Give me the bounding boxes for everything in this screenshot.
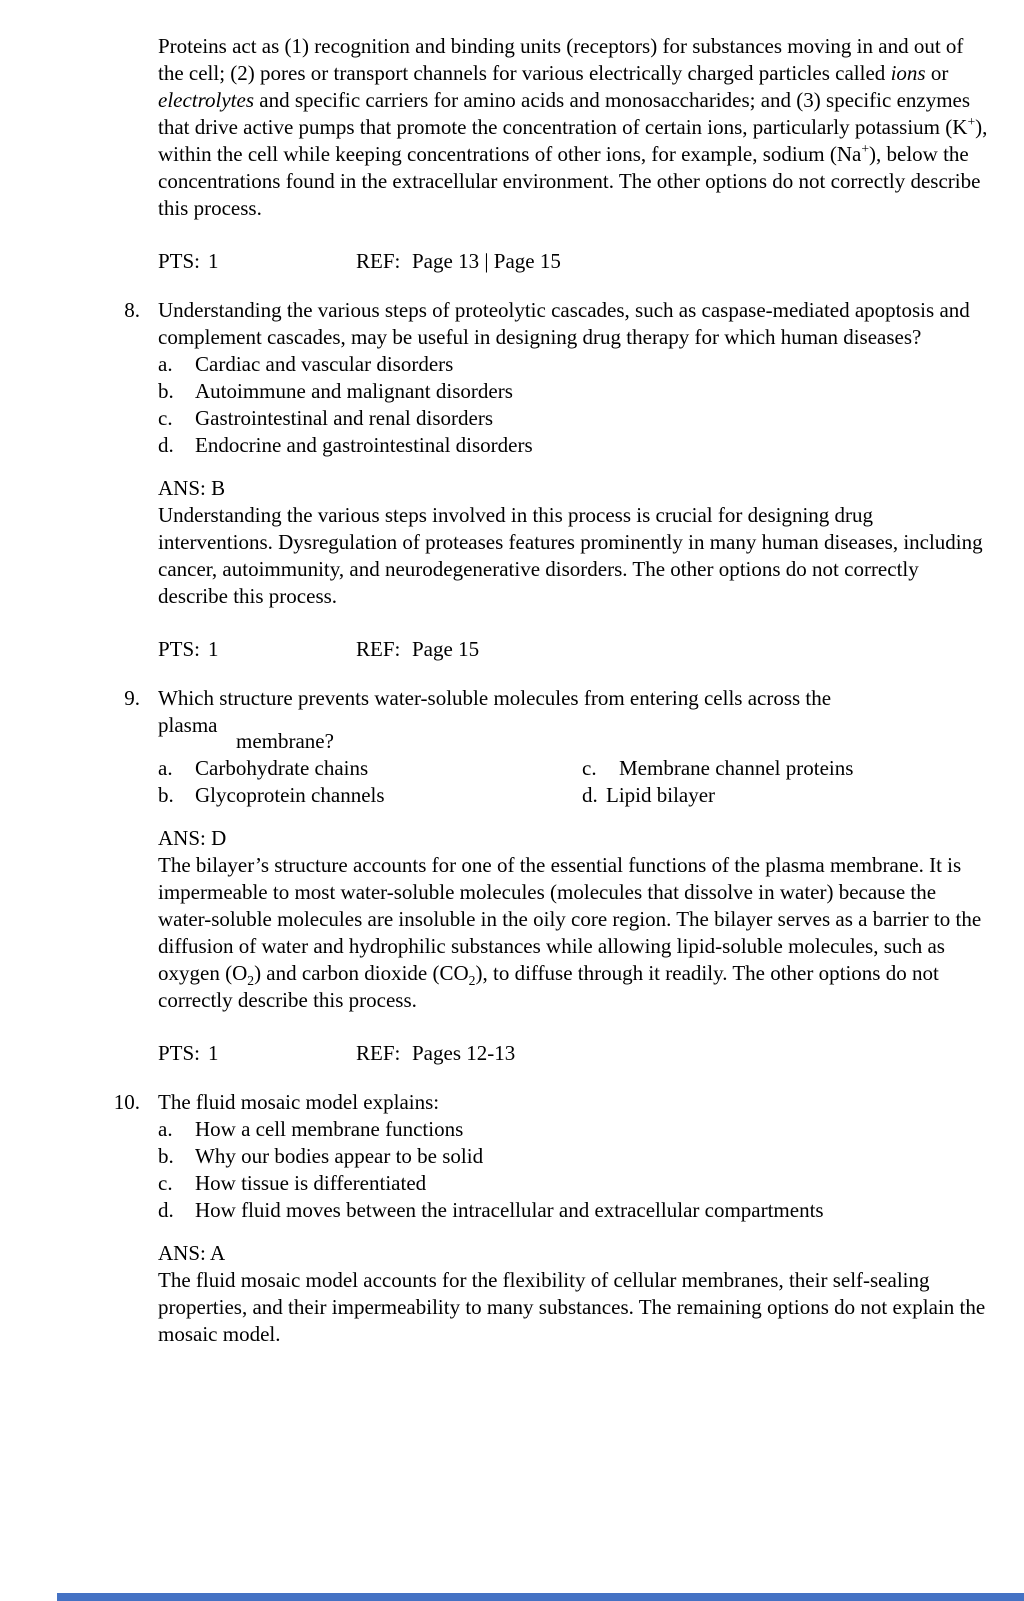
option-row [158,1170,991,1197]
option-text: How tissue is differentiated [195,1171,427,1195]
answer-line [158,475,991,502]
option-row [158,1197,991,1224]
q7-rationale-paragraph: Proteins act as (1) recognition and binding units (receptors) for substances moving in and out of the cell; (2) pores or transport channels for various electrically charged particles called ions or electrolytes and specific carriers for amino acids and monosaccharides; and (3) specific enzymes that drive active pumps that promote the concentration of certain ions, particularly potassium (K+), within the cell while keeping concentrations of other ions, for example, sodium (Na+), below the concentrations found in the extracellular environment. The other options do not correctly describe this process. [158,34,988,220]
option-text: How fluid moves between the intracellular and extracellular compartments [195,1198,824,1222]
answer-block [158,825,991,1014]
bottom-accent-bar [57,1593,1024,1601]
answer-label: ANS: [158,826,206,850]
answer-label: ANS: [158,476,206,500]
option-row [158,378,991,405]
ref-value: Page 13 | Page 15 [412,249,561,273]
question-stem-line1: Which structure prevents water-soluble molecules from entering cells across the [158,686,832,710]
option-text: How a cell membrane functions [195,1117,464,1141]
option-cell [158,782,582,809]
answer-line [158,825,991,852]
q8-pts-ref-line [158,636,991,663]
option-row [158,782,991,809]
option-row [158,1116,991,1143]
ref-label: REF: [356,637,401,661]
answer-rationale: Understanding the various steps involved in this process is crucial for designing drug interventions. Dysregulation of proteases features prominently in many human diseases, including cancer, autoimmunity, and neurodegenerative disorders. The other options do not correctly describe this process. [158,503,983,608]
option-cell [582,782,715,809]
option-text: Lipid bilayer [606,783,716,807]
answer-label: ANS: [158,1241,206,1265]
option-row [158,755,991,782]
option-letter: a. [158,756,173,780]
document-content [113,33,991,1348]
option-letter: c. [158,1171,173,1195]
option-letter: a. [158,352,173,376]
option-letter: c. [158,406,173,430]
option-letter: d. [158,1198,174,1222]
ref-value: Pages 12-13 [412,1041,516,1065]
option-text: Endocrine and gastrointestinal disorders [195,433,533,457]
option-row [158,405,991,432]
answer-rationale: The bilayer’s structure accounts for one of the essential functions of the plasma membrane. It is impermeable to most water-soluble molecules (molecules that dissolve in water) because the water-soluble molecules are insoluble in the oily core region. The bilayer serves as a barrier to the diffusion of water and hydrophilic substances while allowing lipid-soluble molecules, such as oxygen $(O_2)$ and carbon dioxide $(CO_2)$, to diffuse through it readily. The other options do not correctly describe this process. [158,853,982,1012]
option-row [158,351,991,378]
answer-rationale: The fluid mosaic model accounts for the flexibility of cellular membranes, their self-sealing properties, and their impermeability to many substances. The remaining options do not explain the mosaic model. [158,1268,986,1346]
ref-value: Page 15 [412,637,480,661]
option-cell [582,755,853,782]
question-stem-line2: plasma [158,713,218,737]
answer-value: B [211,476,226,500]
option-text: Carbohydrate chains [195,756,369,780]
question-10 [113,1089,991,1348]
pts-label: PTS: [158,249,201,273]
question-9 [124,685,991,1067]
option-text: Membrane channel proteins [619,756,854,780]
q7-pts-ref-line [158,248,991,275]
option-text: Autoimmune and malignant disorders [195,379,513,403]
question-number: 8. [124,298,140,322]
option-text: Gastrointestinal and renal disorders [195,406,493,430]
question-number: 9. [124,686,140,710]
option-letter: d. [582,783,598,807]
option-letter: c. [582,756,597,780]
option-text: Glycoprotein channels [195,783,385,807]
ref-label: REF: [356,249,401,273]
option-letter: d. [158,433,174,457]
pts-value: 1 [208,249,219,273]
option-row [158,1143,991,1170]
answer-line [158,1240,991,1267]
option-text: Why our bodies appear to be solid [195,1144,484,1168]
pts-value: 1 [208,1041,219,1065]
answer-block [158,1240,991,1348]
pts-label: PTS: [158,1041,201,1065]
option-row [158,432,991,459]
pts-value: 1 [208,637,219,661]
question-stem: Understanding the various steps of proteolytic cascades, such as caspase-mediated apoptosis and complement cascades, may be useful in designing drug therapy for which human diseases? [158,298,970,349]
question-number: 10. [113,1090,140,1114]
pts-label: PTS: [158,637,201,661]
option-letter: b. [158,1144,174,1168]
option-letter: b. [158,783,174,807]
question-stem-line3: membrane? [236,729,334,753]
answer-block [158,475,991,610]
option-letter: b. [158,379,174,403]
option-letter: a. [158,1117,173,1141]
option-text: Cardiac and vascular disorders [195,352,454,376]
answer-value: A [209,1241,226,1265]
answer-value: D [211,826,227,850]
question-stem: The fluid mosaic model explains: [158,1090,440,1114]
option-cell [158,755,582,782]
ref-label: REF: [356,1041,401,1065]
question-8 [124,297,991,663]
q9-pts-ref-line [158,1040,991,1067]
